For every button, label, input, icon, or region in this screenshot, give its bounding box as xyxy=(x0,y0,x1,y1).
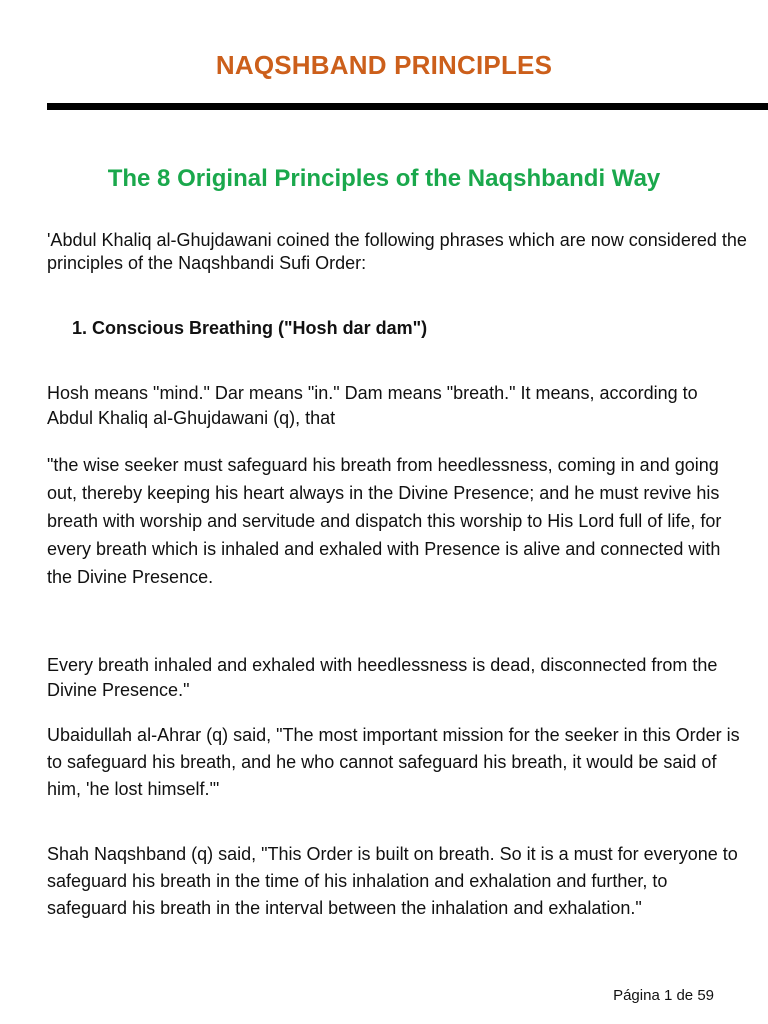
title-divider-rule xyxy=(47,103,768,110)
intro-paragraph: 'Abdul Khaliq al-Ghujdawani coined the following phrases which are now considered the principles of the Naqshbandi Sufi Order: xyxy=(47,230,747,273)
body-paragraph: "the wise seeker must safeguard his breath from heedlessness, coming in and going out, thereby keeping his heart always in the Divine Presence; and he must revive his breath with worship and servitude and dispatch this worship to His Lord full of life, for every breath which is inhaled and exhaled with Presence is alive and connected with the Divine Presence. xyxy=(47,455,722,587)
body-paragraph: Hosh means "mind." Dar means "in." Dam means "breath." It means, according to Abdul Khaliq al-Ghujdawani (q), that xyxy=(47,383,698,428)
page-number: Página 1 de 59 xyxy=(613,987,714,1004)
body-paragraph: Ubaidullah al-Ahrar (q) said, "The most important mission for the seeker in this Order is to safeguard his breath, and he who cannot safeguard his breath, it would be said of him, 'he lost himself.'" xyxy=(47,725,740,799)
principle-heading: 1. Conscious Breathing ("Hosh dar dam") xyxy=(72,318,428,338)
body-paragraph: Shah Naqshband (q) said, "This Order is built on breath. So it is a must for everyone to safeguard his breath in the time of his inhalation and exhalation and further, to safeguard his breath in the interval between the inhalation and exhalation." xyxy=(47,844,738,918)
body-paragraph: Every breath inhaled and exhaled with heedlessness is dead, disconnected from the Divine Presence." xyxy=(47,655,718,700)
section-title: The 8 Original Principles of the Naqshbandi Way xyxy=(107,165,661,192)
document-title: NAQSHBAND PRINCIPLES xyxy=(215,50,553,80)
